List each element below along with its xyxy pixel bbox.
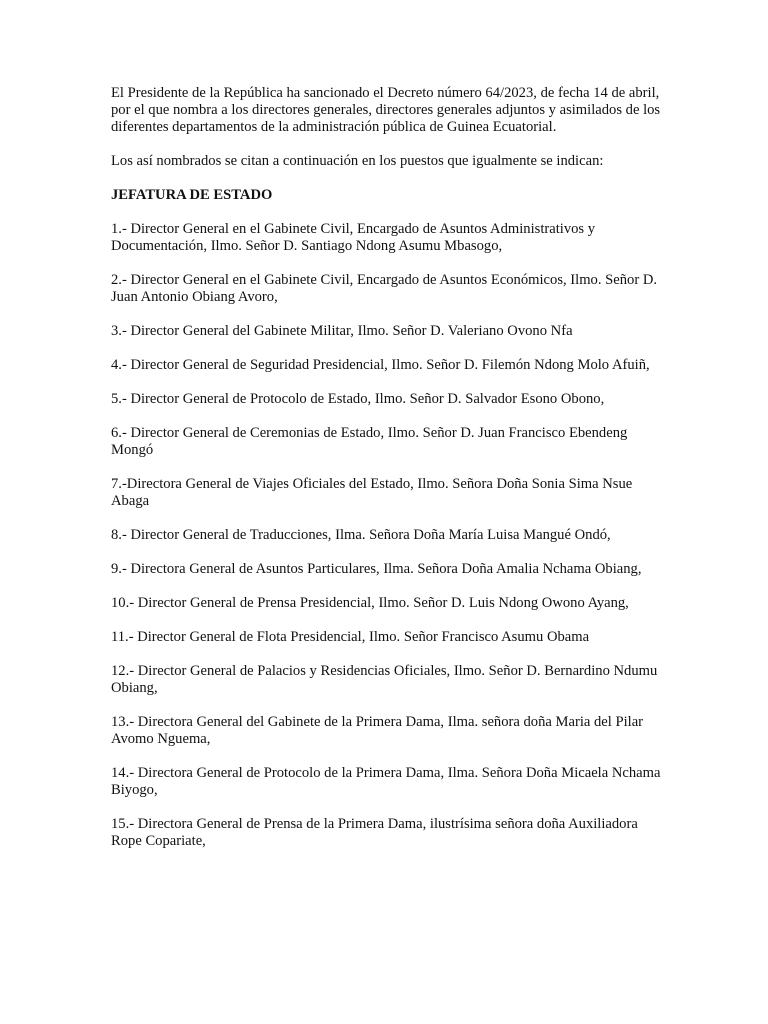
document-page bbox=[111, 85, 663, 867]
list-item: 8.- Director General de Traducciones, Ilma. Señora Doña María Luisa Mangué Ondó, bbox=[111, 527, 611, 543]
list-item: 1.- Director General en el Gabinete Civil, Encargado de Asuntos Administrativos y Documentación, Ilmo. Señor D. Santiago Ndong Asumu Mbasogo, bbox=[111, 221, 596, 254]
list-item: 11.- Director General de Flota Presidencial, Ilmo. Señor Francisco Asumu Obama bbox=[111, 629, 590, 645]
list-item: 10.- Director General de Prensa Presidencial, Ilmo. Señor D. Luis Ndong Owono Ayang, bbox=[111, 595, 629, 611]
list-item: 15.- Directora General de Prensa de la Primera Dama, ilustrísima señora doña Auxiliadora Rope Copariate, bbox=[111, 816, 638, 849]
list-item: 13.- Directora General del Gabinete de la Primera Dama, Ilma. señora doña Maria del Pilar Avomo Nguema, bbox=[111, 714, 644, 747]
section-heading: JEFATURA DE ESTADO bbox=[111, 187, 273, 203]
list-item: 12.- Director General de Palacios y Residencias Oficiales, Ilmo. Señor D. Bernardino Ndumu Obiang, bbox=[111, 663, 658, 696]
list-item: 2.- Director General en el Gabinete Civil, Encargado de Asuntos Económicos, Ilmo. Señor D. Juan Antonio Obiang Avoro, bbox=[111, 272, 658, 305]
list-item: 6.- Director General de Ceremonias de Estado, Ilmo. Señor D. Juan Francisco Ebendeng Mongó bbox=[111, 425, 628, 458]
list-item: 7.-Directora General de Viajes Oficiales del Estado, Ilmo. Señora Doña Sonia Sima Nsue Abaga bbox=[111, 476, 633, 509]
list-item: 4.- Director General de Seguridad Presidencial, Ilmo. Señor D. Filemón Ndong Molo Afuiñ, bbox=[111, 357, 650, 373]
list-item: 14.- Directora General de Protocolo de la Primera Dama, Ilma. Señora Doña Micaela Nchama Biyogo, bbox=[111, 765, 661, 798]
subintro-paragraph: Los así nombrados se citan a continuación en los puestos que igualmente se indican: bbox=[111, 153, 604, 169]
list-item: 3.- Director General del Gabinete Militar, Ilmo. Señor D. Valeriano Ovono Nfa bbox=[111, 323, 573, 339]
list-item: 5.- Director General de Protocolo de Estado, Ilmo. Señor D. Salvador Esono Obono, bbox=[111, 391, 605, 407]
list-item: 9.- Directora General de Asuntos Particulares, Ilma. Señora Doña Amalia Nchama Obiang, bbox=[111, 561, 642, 577]
intro-paragraph: El Presidente de la República ha sancionado el Decreto número 64/2023, de fecha 14 de abril, por el que nombra a los directores generales, directores generales adjuntos y asimilados de los diferentes departamentos de la administración pública de Guinea Ecuatorial. bbox=[111, 85, 661, 135]
